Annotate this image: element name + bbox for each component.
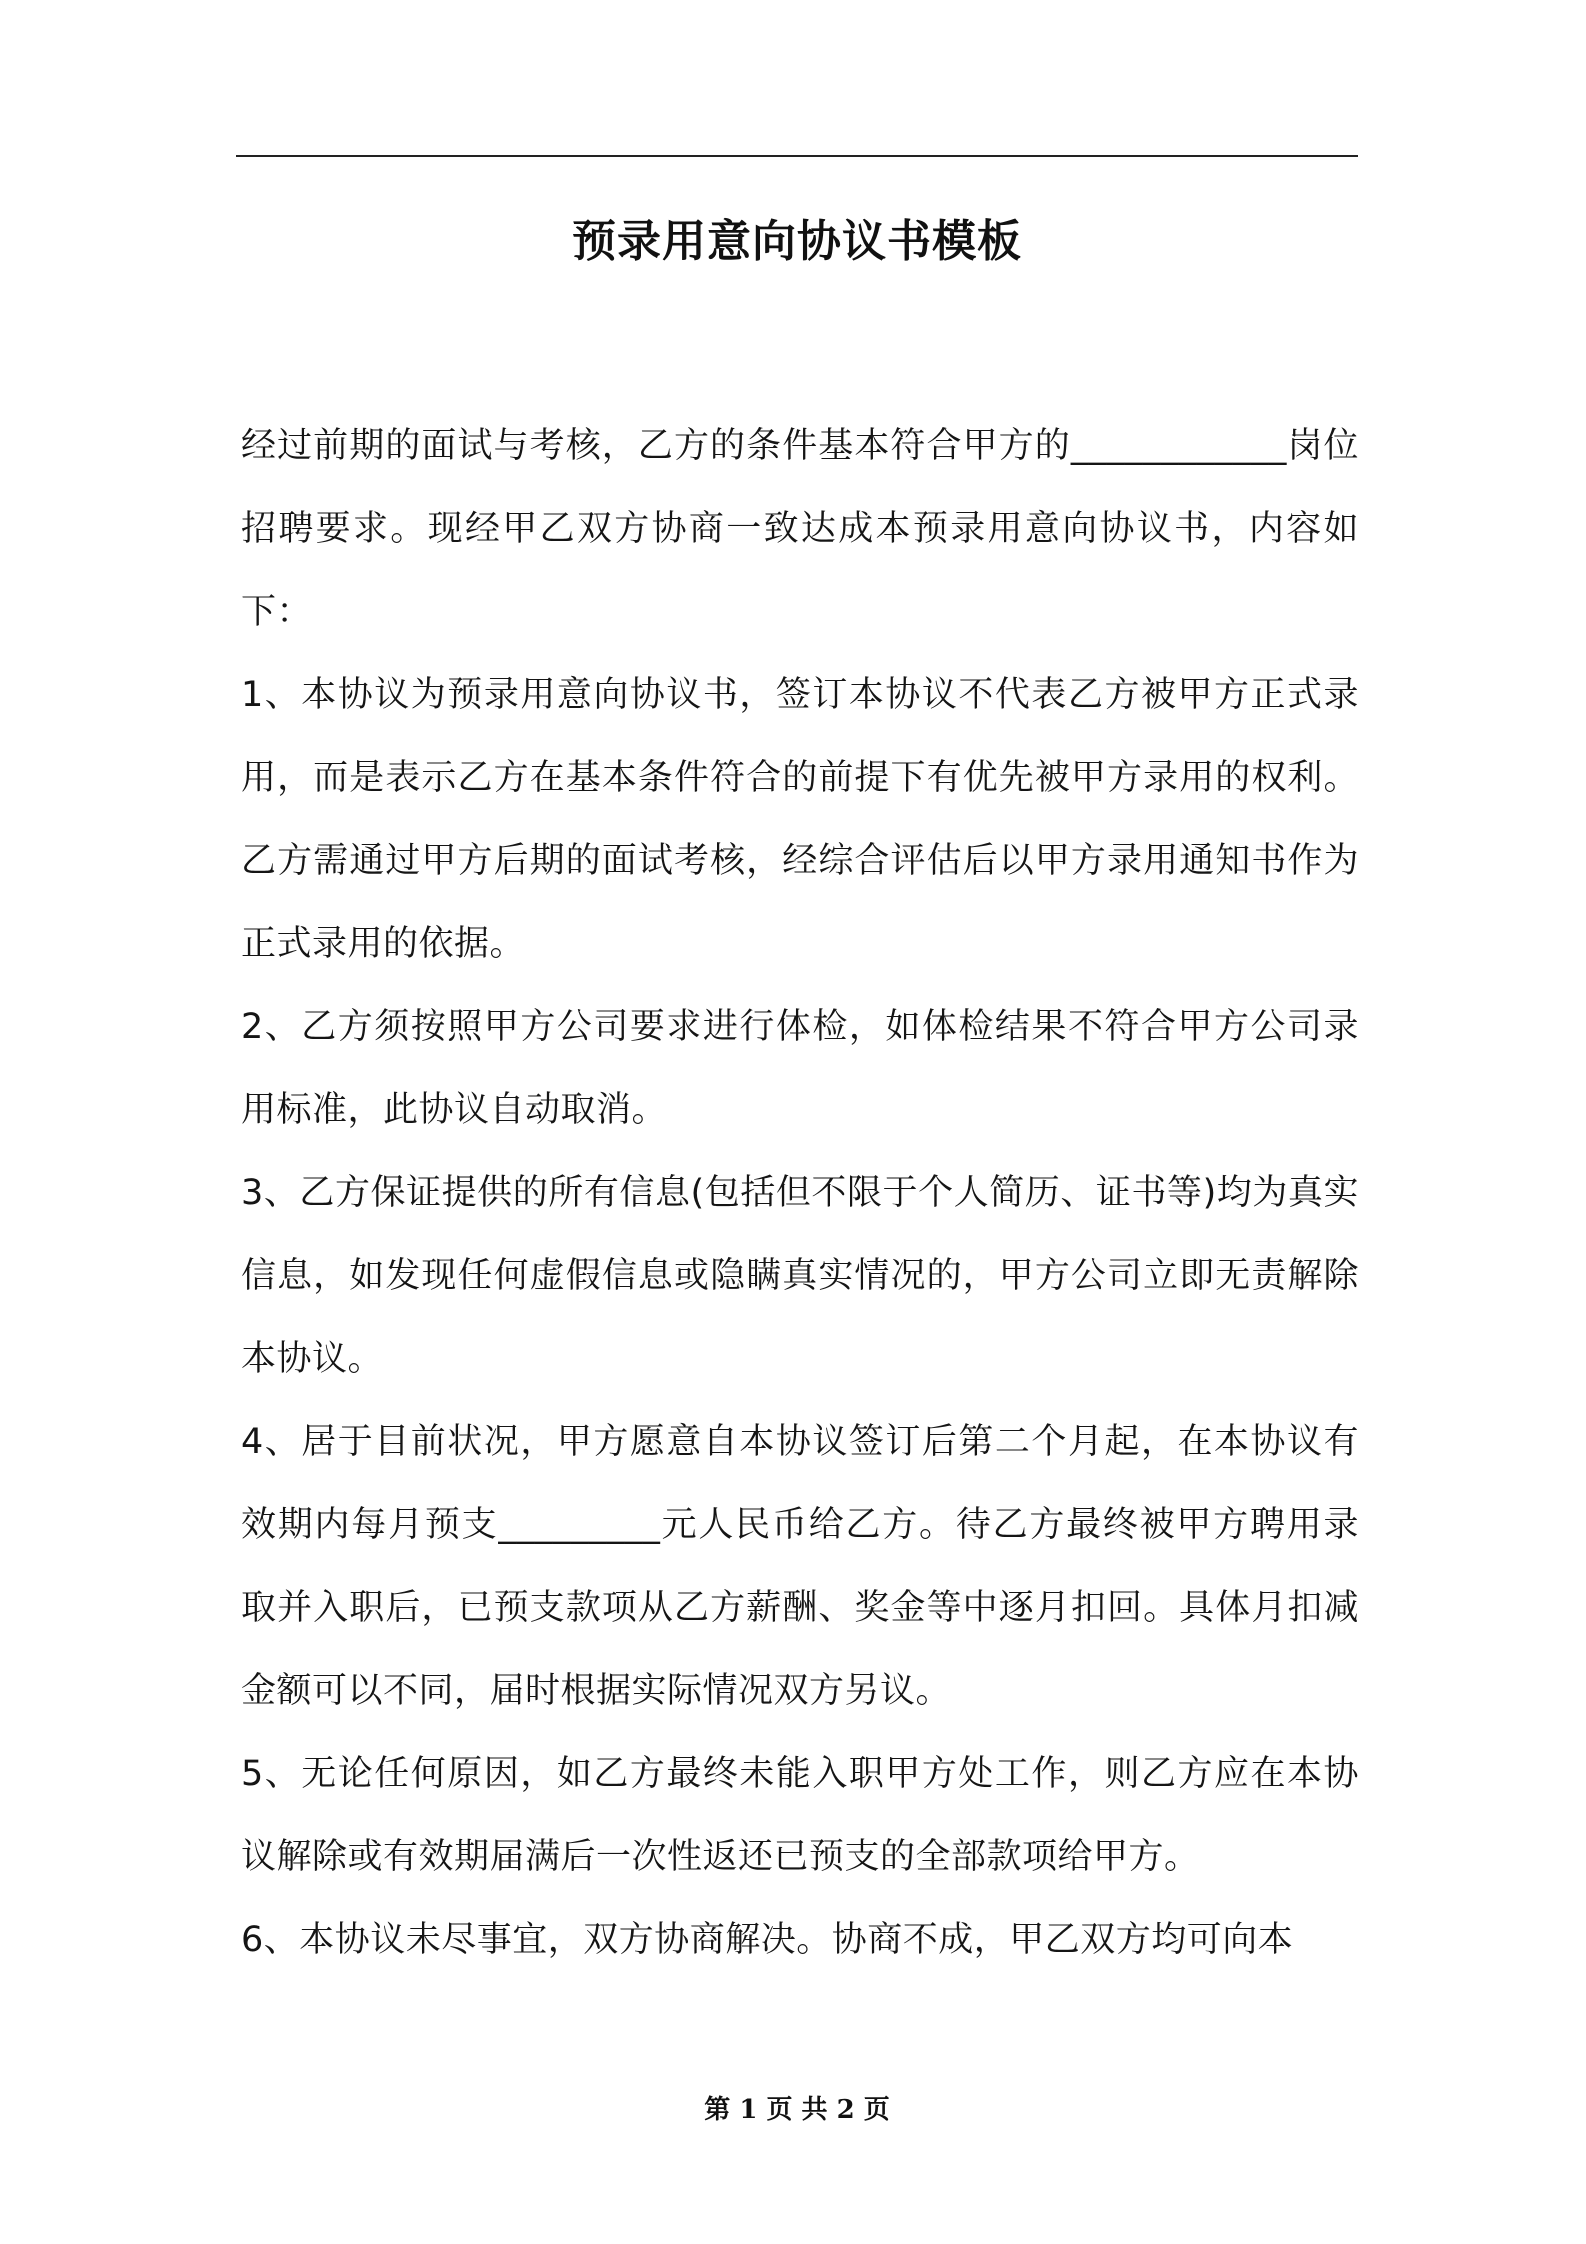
clause-6: 6、本协议未尽事宜，双方协商解决。协商不成，甲乙双方均可向本 [241,1920,1294,1960]
clause-2: 2、乙方须按照甲方公司要求进行体检，如体检结果不符合甲方公司录用标准，此协议自动取消。 [241,1007,1359,1130]
intro-paragraph: 经过前期的面试与考核，乙方的条件基本符合甲方的____________岗位招聘要求。现经甲乙双方协商一致达成本预录用意向协议书，内容如下： [241,426,1359,632]
header-rule [236,155,1358,157]
document-body [241,405,1359,1982]
clause-4: 4、居于目前状况，甲方愿意自本协议签订后第二个月起，在本协议有效期内每月预支_________元人民币给乙方。待乙方最终被甲方聘用录取并入职后，已预支款项从乙方薪酬、奖金等中逐月扣回。具体月扣减金额可以不同，届时根据实际情况双方另议。 [241,1422,1359,1711]
clause-1: 1、本协议为预录用意向协议书，签订本协议不代表乙方被甲方正式录用，而是表示乙方在基本条件符合的前提下有优先被甲方录用的权利。乙方需通过甲方后期的面试考核，经综合评估后以甲方录用通知书作为正式录用的依据。 [241,675,1359,964]
page-number-footer: 第 1 页 共 2 页 [704,2095,890,2125]
clause-3: 3、乙方保证提供的所有信息(包括但不限于个人简历、证书等)均为真实信息，如发现任何虚假信息或隐瞒真实情况的，甲方公司立即无责解除本协议。 [241,1173,1359,1379]
document-title: 预录用意向协议书模板 [572,216,1022,267]
clause-5: 5、无论任何原因，如乙方最终未能入职甲方处工作，则乙方应在本协议解除或有效期届满后一次性返还已预支的全部款项给甲方。 [241,1754,1359,1877]
